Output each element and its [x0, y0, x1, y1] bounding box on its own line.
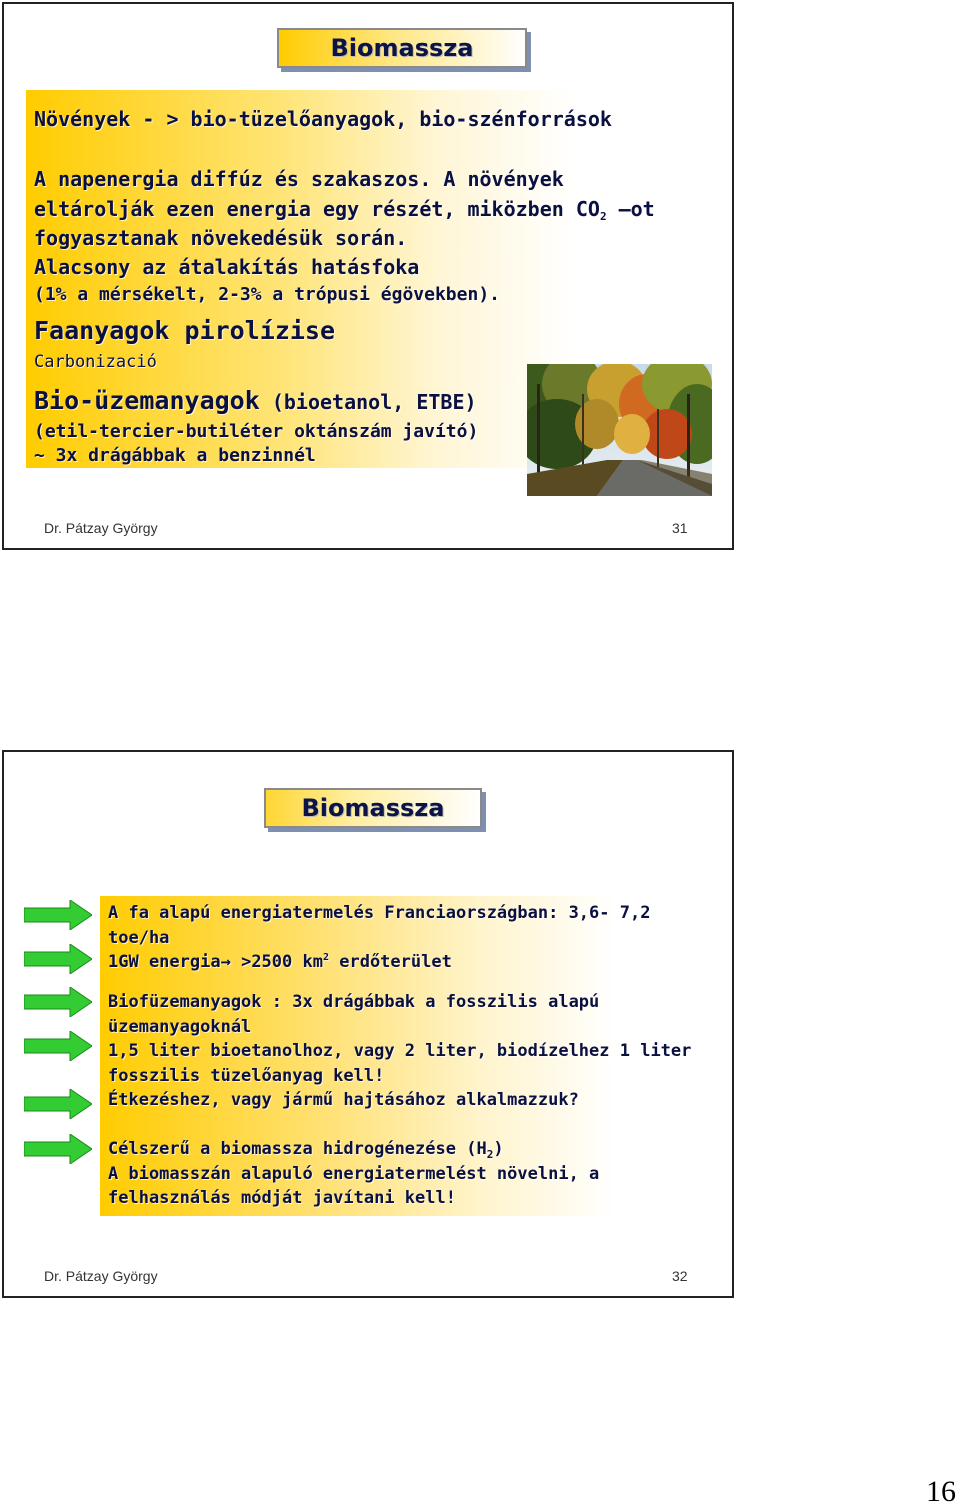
text-line: toe/ha — [108, 928, 170, 948]
text-line-co2: eltárolják ezen energia egy részét, miközben $CO_2$ –ot — [34, 197, 655, 223]
text-line: felhasználás módját javítani kell! — [108, 1188, 456, 1208]
author-footer: Dr. Pátzay György — [44, 1268, 158, 1284]
green-arrow-icon — [24, 987, 92, 1017]
slide-number: 32 — [672, 1268, 688, 1284]
slide-32 — [2, 750, 734, 1298]
text-line: Alacsony az átalakítás hatásfoka — [34, 255, 420, 279]
text-carbonization: Carbonizació — [34, 352, 157, 372]
text-line: ~ 3x drágábbak a benzinnél — [34, 445, 316, 466]
heading-pyrolysis: Faanyagok pirolízise — [34, 316, 336, 345]
green-arrow-icon — [24, 1031, 92, 1061]
slide-title: Biomassza — [277, 28, 527, 68]
text-line: 1,5 liter bioetanolhoz, vagy 2 liter, biodízelhez 1 liter — [108, 1041, 692, 1061]
heading-biofuels: Bio-üzemanyagok (bioetanol, ETBE) — [34, 386, 477, 415]
text-line: (etil-tercier-butiléter oktánszám javító) — [34, 421, 479, 442]
text-line: (1% a mérsékelt, 2-3% a trópusi égövekben). — [34, 284, 500, 305]
text-line: Biofüzemanyagok : 3x drágábbak a fosszilis alapú — [108, 992, 600, 1012]
green-arrow-icon — [24, 944, 92, 974]
forest-road-photo — [527, 364, 712, 496]
author-footer: Dr. Pátzay György — [44, 520, 158, 536]
text-line: fogyasztanak növekedésük során. — [34, 226, 408, 250]
text-line: A fa alapú energiatermelés Franciaországban: 3,6- 7,2 — [108, 903, 651, 923]
slide-number: 31 — [672, 520, 688, 536]
text-line: A biomasszán alapuló energiatermelést növelni, a — [108, 1164, 600, 1184]
heading-plants: Növények - > bio-tüzelőanyagok, bio-szénforrások — [34, 107, 612, 131]
green-arrow-icon — [24, 900, 92, 930]
slide-31 — [2, 2, 734, 550]
text-line: Étkezéshez, vagy jármű hajtásához alkalmazzuk? — [108, 1090, 579, 1110]
text-line: A napenergia diffúz és szakaszos. A növények — [34, 167, 564, 191]
green-arrow-icon — [24, 1089, 92, 1119]
slide-title: Biomassza — [264, 788, 482, 828]
text-line-hydrogen: Célszerű a biomassza hidrogénezése $(H_2)$ — [108, 1139, 504, 1161]
text-line: üzemanyagoknál — [108, 1017, 252, 1037]
green-arrow-icon — [24, 1134, 92, 1164]
text-line: fosszilis tüzelőanyag kell! — [108, 1066, 385, 1086]
page-number: 16 — [926, 1475, 956, 1508]
text-line-energy: 1GW energia→ >2500 $km^2$ erdőterület — [108, 952, 452, 972]
